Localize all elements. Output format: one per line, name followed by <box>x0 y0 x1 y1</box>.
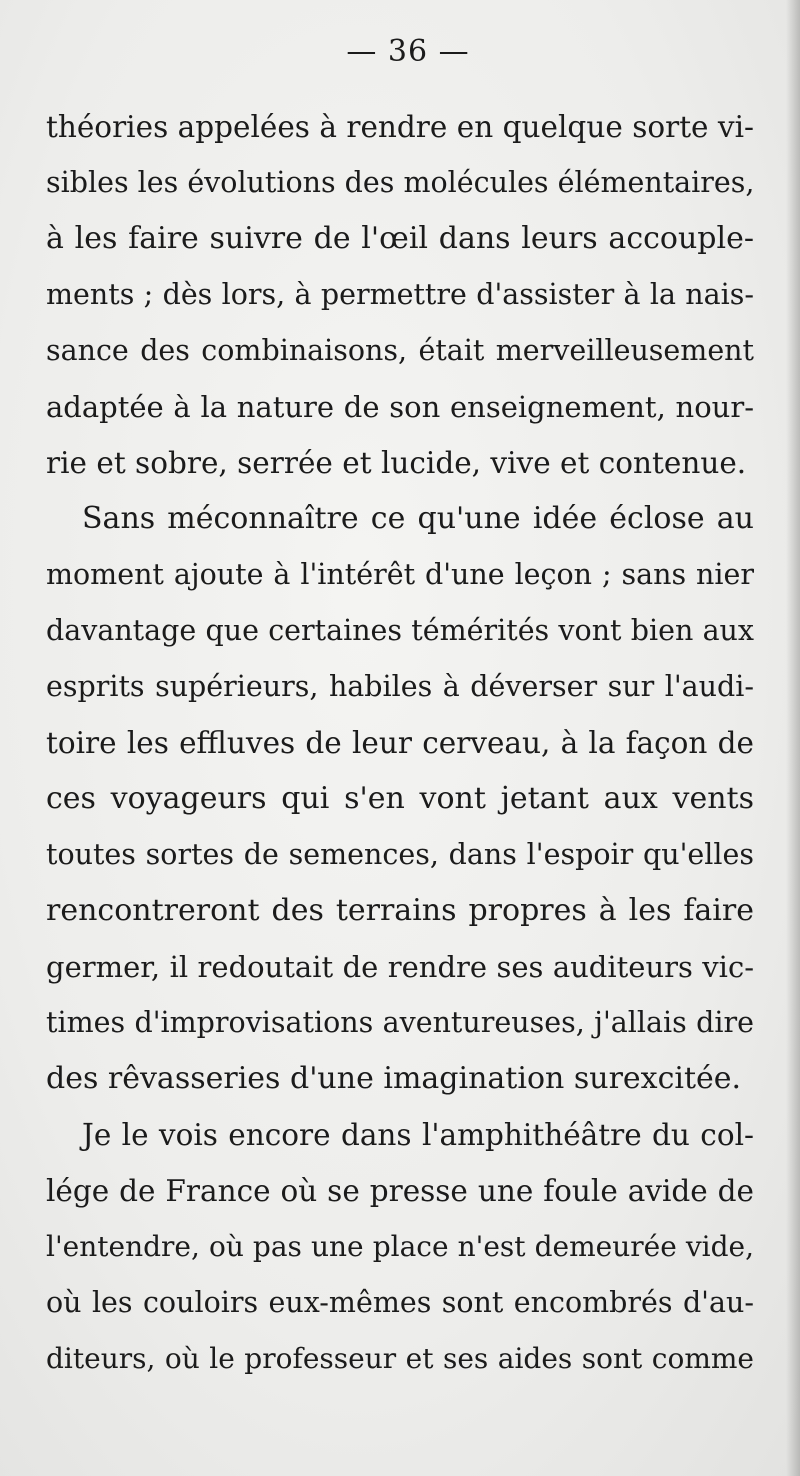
text-line: germer, il redoutait de rendre ses auditeurs vic- <box>46 950 754 984</box>
text-line: toutes sortes de semences, dans l'espoir qu'elles <box>46 838 754 871</box>
text-line: rencontreront des terrains propres à les faire <box>46 893 754 928</box>
text-line: ments ; dès lors, à permettre d'assister à la nais- <box>46 278 754 311</box>
text-line: adaptée à la nature de son enseignement, nour- <box>46 390 754 424</box>
page-edge-shadow <box>786 0 800 1476</box>
paragraph-last-line: des rêvasseries d'une imagination surexcitée. <box>46 1061 742 1096</box>
text-line: sibles les évolutions des molécules élémentaires, <box>46 166 755 199</box>
text-line: times d'improvisations aventureuses, j'allais dire <box>46 1006 754 1039</box>
text-line: esprits supérieurs, habiles à déverser sur l'audi- <box>46 670 754 703</box>
paragraph-first-line: Je le vois encore dans l'amphithéâtre du col- <box>82 1118 754 1152</box>
text-line: où les couloirs eux-mêmes sont encombrés d'au- <box>46 1286 754 1319</box>
text-line: davantage que certaines témérités vont bien aux <box>46 614 754 647</box>
text-line: l'entendre, où pas une place n'est demeurée vide, <box>46 1230 754 1263</box>
text-line: théories appelées à rendre en quelque sorte vi- <box>46 110 754 144</box>
text-line: moment ajoute à l'intérêt d'une leçon ; sans nier <box>46 558 754 591</box>
text-line: lége de France où se presse une foule avide de <box>46 1174 754 1208</box>
paragraph-first-line: Sans méconnaître ce qu'une idée éclose au <box>82 501 754 536</box>
text-line: à les faire suivre de l'œil dans leurs accouple- <box>46 221 754 256</box>
text-line: ces voyageurs qui s'en vont jetant aux vents <box>46 781 754 816</box>
text-line: diteurs, où le professeur et ses aides sont comme <box>46 1342 754 1375</box>
page-number: — 36 — <box>346 34 470 69</box>
paragraph-last-line: rie et sobre, serrée et lucide, vive et contenue. <box>46 446 747 480</box>
text-line: toire les effluves de leur cerveau, à la façon de <box>46 726 754 760</box>
text-line: sance des combinaisons, était merveilleusement <box>46 334 754 367</box>
